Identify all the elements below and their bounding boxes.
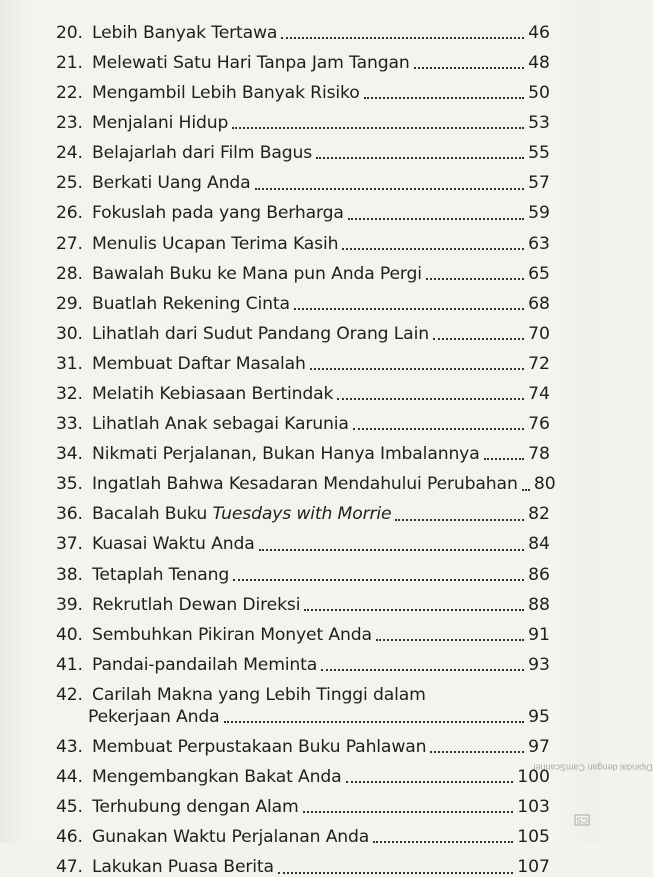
entry-title: Sembuhkan Pikiran Monyet Anda bbox=[92, 624, 372, 645]
entry-page: 105 bbox=[517, 827, 550, 848]
toc-entry bbox=[56, 193, 550, 223]
entry-page: 46 bbox=[528, 22, 550, 43]
entry-page: 82 bbox=[528, 504, 550, 525]
entry-page: 59 bbox=[528, 203, 550, 224]
entry-title: Bawalah Buku ke Mana pun Anda Pergi bbox=[92, 263, 422, 284]
entry-page: 95 bbox=[528, 706, 550, 727]
entry-number: 25. bbox=[56, 173, 83, 194]
entry-number: 20. bbox=[56, 22, 83, 43]
entry-title: Berkati Uang Anda bbox=[92, 173, 251, 194]
toc-entry bbox=[56, 373, 550, 403]
entry-page: 86 bbox=[528, 564, 550, 585]
entry-title: Lakukan Puasa Berita bbox=[92, 857, 274, 877]
toc-entry bbox=[56, 433, 550, 463]
dot-leader bbox=[346, 781, 514, 783]
dot-leader bbox=[364, 97, 524, 99]
toc-entry bbox=[56, 786, 550, 816]
toc-entry bbox=[56, 554, 550, 584]
dot-leader bbox=[484, 458, 524, 460]
entry-title: Tetaplah Tenang bbox=[92, 564, 230, 585]
entry-page: 107 bbox=[517, 857, 550, 877]
toc-entry bbox=[56, 162, 550, 192]
entry-number: 38. bbox=[56, 564, 83, 585]
entry-page: 93 bbox=[528, 654, 550, 675]
toc-entry bbox=[56, 102, 550, 132]
entry-title: Gunakan Waktu Perjalanan Anda bbox=[92, 827, 370, 848]
entry-title: Membuat Perpustakaan Buku Pahlawan bbox=[92, 736, 427, 757]
toc-entry bbox=[56, 223, 550, 253]
toc-entry bbox=[56, 343, 550, 373]
dot-leader bbox=[259, 549, 524, 551]
toc-entry bbox=[56, 614, 550, 644]
toc-entry bbox=[56, 846, 550, 876]
entry-number: 29. bbox=[56, 293, 83, 314]
entry-number: 45. bbox=[56, 797, 83, 818]
entry-title: Ingatlah Bahwa Kesadaran Mendahului Perubahan bbox=[92, 474, 518, 495]
entry-page: 74 bbox=[528, 384, 550, 405]
entry-title: Membuat Daftar Masalah bbox=[92, 353, 306, 374]
toc-entry bbox=[56, 313, 550, 343]
dot-leader bbox=[281, 37, 524, 39]
entry-title bbox=[92, 506, 391, 523]
dot-leader bbox=[321, 669, 524, 671]
entry-title: Lihatlah Anak sebagai Karunia bbox=[92, 414, 349, 435]
toc-entry bbox=[56, 816, 550, 846]
entry-number: 21. bbox=[56, 52, 83, 73]
entry-page: 57 bbox=[528, 173, 550, 194]
entry-title: Mengambil Lebih Banyak Risiko bbox=[92, 83, 360, 104]
dot-leader bbox=[255, 188, 524, 190]
dot-leader bbox=[348, 218, 524, 220]
dot-leader bbox=[522, 489, 530, 491]
dot-leader bbox=[316, 157, 524, 159]
entry-title: Lihatlah dari Sudut Pandang Orang Lain bbox=[92, 323, 429, 344]
toc-entry bbox=[56, 756, 550, 786]
dot-leader bbox=[430, 751, 524, 753]
entry-page: 84 bbox=[528, 534, 550, 555]
toc-entry bbox=[56, 644, 550, 674]
entry-number: 44. bbox=[56, 767, 83, 788]
entry-page: 65 bbox=[528, 263, 550, 284]
entry-number: 24. bbox=[56, 143, 83, 164]
entry-number: 35. bbox=[56, 474, 83, 495]
camscanner-icon: CS bbox=[576, 815, 588, 825]
dot-leader bbox=[337, 398, 524, 400]
entry-first-line bbox=[56, 682, 550, 704]
entry-page: 48 bbox=[528, 52, 550, 73]
entry-title: Melatih Kebiasaan Bertindak bbox=[92, 384, 334, 405]
entry-number: 42. bbox=[56, 684, 83, 705]
toc-entry bbox=[56, 463, 556, 495]
entry-number: 47. bbox=[56, 857, 83, 877]
toc-entry bbox=[56, 283, 550, 313]
toc-entry bbox=[56, 494, 550, 524]
dot-leader bbox=[376, 639, 524, 641]
entry-title: Menulis Ucapan Terima Kasih bbox=[92, 233, 339, 254]
entry-page: 68 bbox=[528, 293, 550, 314]
entry-page: 63 bbox=[528, 233, 550, 254]
entry-title: Belajarlah dari Film Bagus bbox=[92, 143, 313, 164]
entry-page: 103 bbox=[517, 797, 550, 818]
book-title-italic: Tuesdays with Morrie bbox=[212, 504, 392, 525]
toc-entry bbox=[56, 132, 550, 162]
entry-number: 39. bbox=[56, 594, 83, 615]
entry-page: 50 bbox=[528, 83, 550, 104]
entry-number: 41. bbox=[56, 654, 83, 675]
entry-number: 40. bbox=[56, 624, 83, 645]
entry-number: 23. bbox=[56, 113, 83, 134]
entry-title: Fokuslah pada yang Berharga bbox=[92, 203, 344, 224]
dot-leader bbox=[414, 67, 524, 69]
entry-title: Terhubung dengan Alam bbox=[92, 797, 299, 818]
entry-number: 27. bbox=[56, 233, 83, 254]
entry-page: 100 bbox=[517, 767, 550, 788]
entry-page: 55 bbox=[528, 143, 550, 164]
entry-title: Carilah Makna yang Lebih Tinggi dalam bbox=[92, 684, 426, 705]
dot-leader bbox=[232, 127, 524, 129]
entry-title: Buatlah Rekening Cinta bbox=[92, 293, 290, 314]
dot-leader bbox=[294, 308, 524, 310]
entry-page: 91 bbox=[528, 624, 550, 645]
entry-number: 33. bbox=[56, 414, 83, 435]
dot-leader bbox=[310, 368, 524, 370]
entry-page: 53 bbox=[528, 113, 550, 134]
entry-title: Mengembangkan Bakat Anda bbox=[92, 767, 342, 788]
toc-entry bbox=[56, 584, 550, 614]
watermark-text: Dipindai dengan CamScanner bbox=[532, 762, 653, 773]
entry-number: 43. bbox=[56, 736, 83, 757]
dot-leader bbox=[278, 872, 513, 874]
toc-entry bbox=[56, 42, 550, 72]
entry-second-line bbox=[56, 704, 550, 726]
entry-number: 32. bbox=[56, 384, 83, 405]
entry-page: 72 bbox=[528, 353, 550, 374]
entry-title-continued: Pekerjaan Anda bbox=[88, 706, 220, 727]
toc-entry bbox=[56, 726, 550, 756]
entry-number: 31. bbox=[56, 353, 83, 374]
entry-page: 97 bbox=[528, 736, 550, 757]
toc-entry bbox=[56, 524, 550, 554]
entry-page: 80 bbox=[533, 474, 556, 495]
entry-title: Lebih Banyak Tertawa bbox=[92, 22, 278, 43]
entry-number: 37. bbox=[56, 534, 83, 555]
entry-number: 30. bbox=[56, 323, 83, 344]
dot-leader bbox=[373, 841, 513, 843]
toc-entry bbox=[56, 403, 550, 433]
entry-page: 76 bbox=[528, 414, 550, 435]
table-of-contents bbox=[56, 12, 556, 877]
entry-title: Menjalani Hidup bbox=[92, 113, 229, 134]
entry-title: Melewati Satu Hari Tanpa Jam Tangan bbox=[92, 52, 410, 73]
dot-leader bbox=[353, 428, 524, 430]
entry-title-plain: Bacalah Buku bbox=[92, 504, 213, 525]
dot-leader bbox=[233, 579, 524, 581]
entry-title: Kuasai Waktu Anda bbox=[92, 534, 255, 555]
toc-entry bbox=[56, 253, 550, 283]
entry-title: Rekrutlah Dewan Direksi bbox=[92, 594, 301, 615]
dot-leader bbox=[224, 721, 525, 723]
dot-leader bbox=[426, 278, 524, 280]
entry-title: Nikmati Perjalanan, Bukan Hanya Imbalannya bbox=[92, 444, 480, 465]
toc-entry-multiline bbox=[56, 674, 550, 726]
entry-page: 70 bbox=[528, 323, 550, 344]
dot-leader bbox=[303, 811, 514, 813]
entry-number: 46. bbox=[56, 827, 83, 848]
toc-entry bbox=[56, 72, 550, 102]
dot-leader bbox=[304, 609, 524, 611]
entry-number: 22. bbox=[56, 83, 83, 104]
dot-leader bbox=[342, 248, 524, 250]
entry-title: Pandai-pandailah Meminta bbox=[92, 654, 318, 675]
dot-leader bbox=[395, 519, 524, 521]
toc-entry bbox=[56, 12, 550, 42]
entry-number: 36. bbox=[56, 504, 83, 525]
entry-number: 26. bbox=[56, 203, 83, 224]
entry-number: 28. bbox=[56, 263, 83, 284]
entry-page: 78 bbox=[528, 444, 550, 465]
entry-number: 34. bbox=[56, 444, 83, 465]
dot-leader bbox=[433, 338, 524, 340]
entry-page: 88 bbox=[528, 594, 550, 615]
